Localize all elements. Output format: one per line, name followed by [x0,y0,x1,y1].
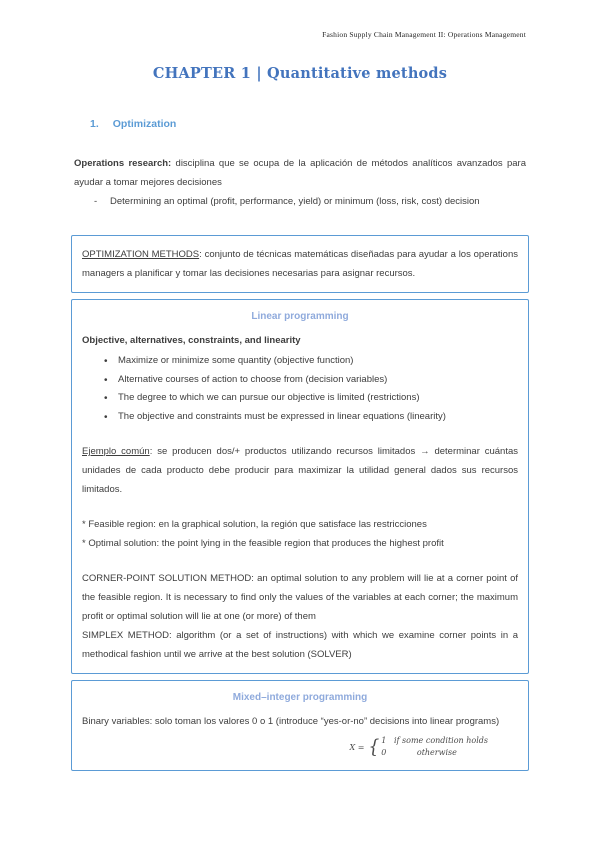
formula-brace: { [368,736,380,759]
spacer [82,499,518,515]
formula-case-one: 1 if some condition holds [381,736,488,746]
optimization-methods-text: : conjunto de técnicas matemáticas diseñadas para ayudar a los operations managers a planificar y tomar las decisiones necesarias para asignar recursos. [82,249,518,279]
bullet-decision-variables: • Alternative courses of action to choose from (decision variables) [82,371,518,390]
simplex-paragraph: SIMPLEX METHOD: algorithm (or a set of instructions) with which we examine corner points in a methodical fashion until we arrive at the best solution (SOLVER) [82,630,518,661]
bullet-restrictions: • The degree to which we can pursue our objective is limited (restrictions) [82,389,518,408]
feasible-region-note: * Feasible region: en la graphical solution, la región que satisface las restricciones [82,519,427,531]
intro-lead-term: Operations research: [74,158,172,169]
binary-variable-formula [349,735,488,759]
ejemplo-paragraph [82,442,518,499]
spacer [82,432,518,442]
linear-programming-heading: Linear programming [251,311,349,322]
bullet-objective-function: • Maximize or minimize some quantity (objective function) [82,352,518,371]
linear-subheading: Objective, alternatives, constraints, and linearity [82,335,301,346]
corner-point-paragraph: CORNER-POINT SOLUTION METHOD: an optimal solution to any problem will lie at a corner point of the feasible region. It is necessary to find only the values of the variables at each corner; the maximum profit or optimal solution will lie at one (or more) of them [82,573,518,623]
binary-variables-paragraph: Binary variables: solo toman los valores 0 o 1 (introduce “yes-or-no” decisions into linear programs) [82,716,500,728]
formula-case-zero: 0 otherwise [381,748,457,758]
optimization-methods-term: OPTIMIZATION METHODS [82,249,200,260]
optimization-methods-paragraph [82,245,518,283]
intro-lead-text: disciplina que se ocupa de la aplicación de métodos analíticos avanzados para ayudar a tomar mejores decisiones [74,158,526,188]
section-label: Optimization [112,118,177,130]
optimal-solution-note: * Optimal solution: the point lying in the feasible region that produces the highest profit [82,538,444,550]
chapter-title: CHAPTER 1 | Quantitative methods [152,65,448,82]
linear-bullet-list [82,352,518,426]
bullet-linearity: • The objective and constraints must be expressed in linear equations (linearity) [82,408,518,427]
section-heading-optimization [90,118,526,130]
optimization-methods-box [71,235,529,293]
linear-programming-box [71,299,529,674]
running-header: Fashion Supply Chain Management II: Operations Management [322,30,526,39]
formula-lhs: X = [349,742,365,752]
formula-cases [381,735,488,759]
ejemplo-term: Ejemplo común [82,446,150,458]
intro-paragraph [74,154,526,192]
ejemplo-text: : se producen dos/+ productos utilizando recursos limitados → determinar cuántas unidades de cada producto debe producir para maximizar la utilidad general dados sus recursos limitados. [82,446,518,496]
section-number: 1. [90,118,99,130]
spacer [82,553,518,569]
mixed-integer-box [71,680,529,771]
mixed-integer-heading: Mixed–integer programming [232,692,368,704]
intro-dash-item: - Determining an optimal (profit, performance, yield) or minimum (loss, risk, cost) decision [74,192,526,211]
